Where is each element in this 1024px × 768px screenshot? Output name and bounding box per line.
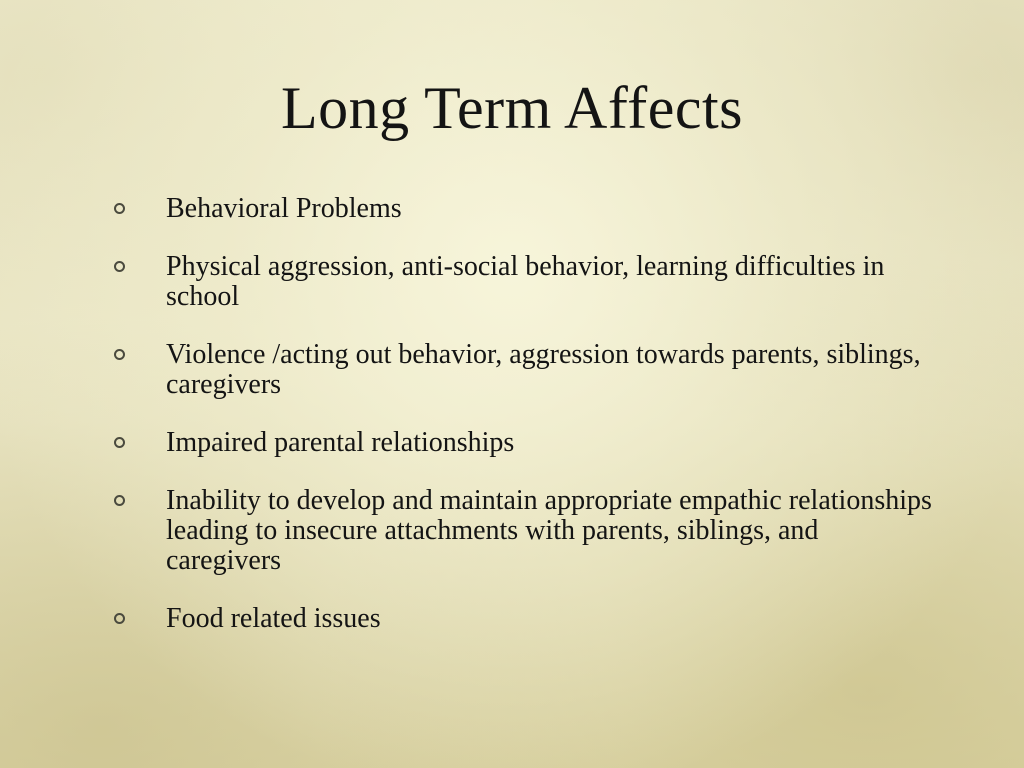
bullet-text: Physical aggression, anti-social behavior, learning difficulties in school	[166, 251, 885, 312]
hollow-circle-icon	[114, 613, 125, 624]
bullet-item	[112, 194, 932, 224]
bullet-item	[112, 340, 932, 400]
bullet-item	[112, 604, 932, 634]
bullet-list	[112, 194, 932, 662]
bullet-text: Food related issues	[166, 603, 381, 634]
bullet-item	[112, 486, 932, 576]
hollow-circle-icon	[114, 349, 125, 360]
hollow-circle-icon	[114, 495, 125, 506]
bullet-text: Impaired parental relationships	[166, 427, 515, 458]
bullet-text: Inability to develop and maintain appropriate empathic relationships leading to insecure attachments with parents, siblings, and caregivers	[166, 485, 932, 576]
bullet-item	[112, 428, 932, 458]
bullet-item	[112, 252, 932, 312]
hollow-circle-icon	[114, 261, 125, 272]
hollow-circle-icon	[114, 203, 125, 214]
bullet-text: Violence /acting out behavior, aggression towards parents, siblings, caregivers	[166, 339, 921, 400]
bullet-text: Behavioral Problems	[166, 193, 402, 224]
slide-title: Long Term Affects	[281, 75, 743, 141]
hollow-circle-icon	[114, 437, 125, 448]
